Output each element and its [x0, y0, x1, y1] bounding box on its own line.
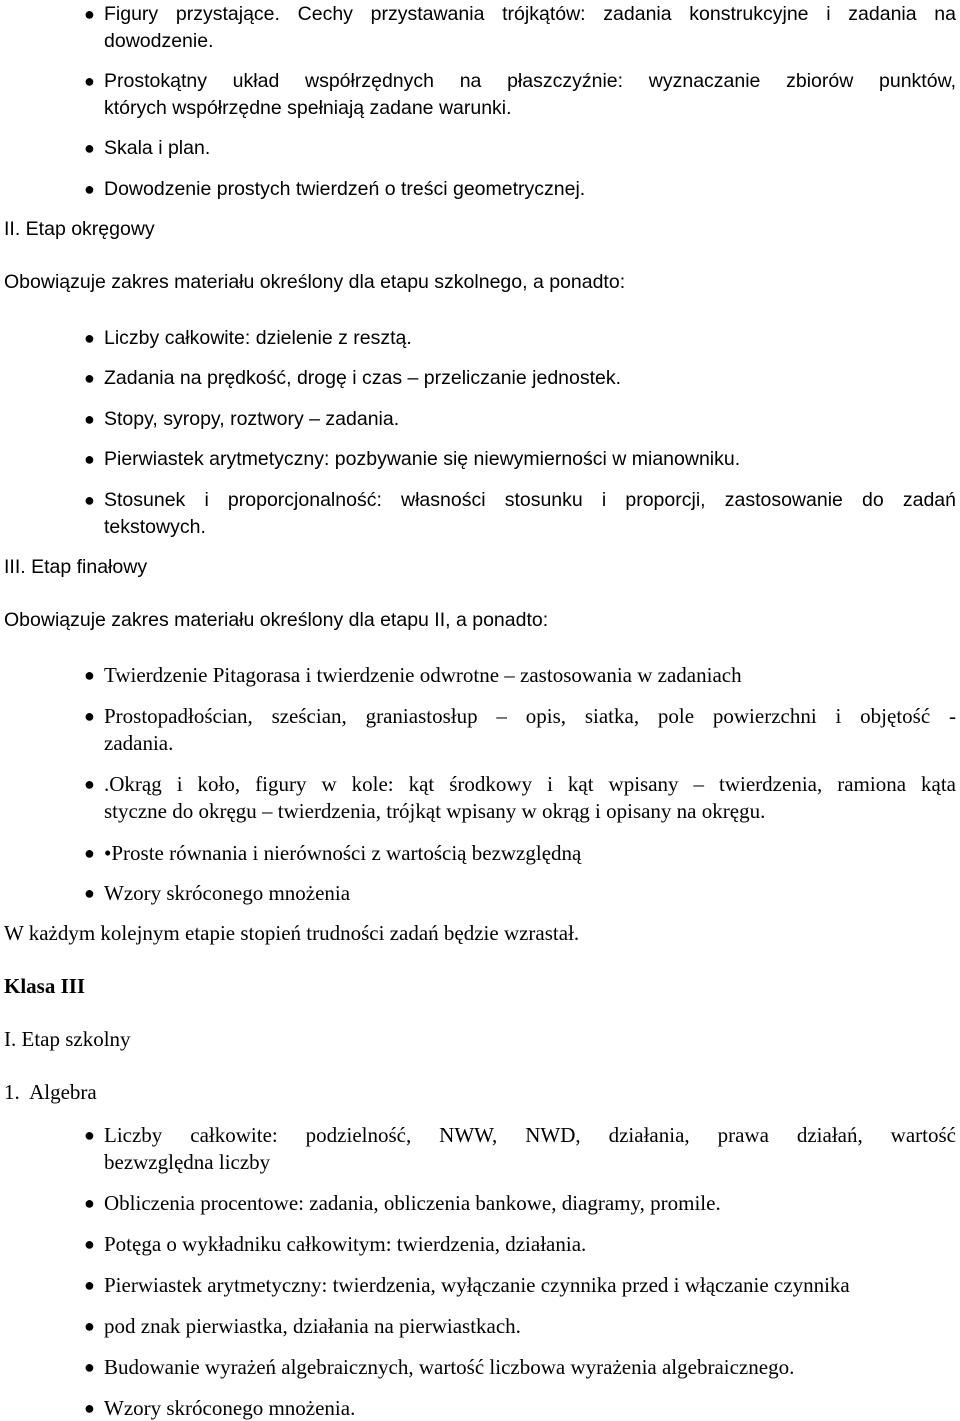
- bullet-icon: ●: [84, 843, 95, 863]
- list-item-line: bezwzględna liczby: [104, 1150, 271, 1174]
- list-item-line: Stosunek i proporcjonalność: własności stosunku i proporcji, zastosowanie do zadań: [104, 489, 956, 511]
- class-heading: Klasa III: [4, 974, 86, 998]
- bullet-icon: ●: [84, 138, 95, 158]
- list-item-line: Liczby całkowite: dzielenie z resztą.: [104, 327, 412, 349]
- bullet-icon: ●: [84, 1193, 95, 1213]
- list-item-line: Pierwiastek arytmetyczny: twierdzenia, wyłączanie czynnika przed i włączanie czynnika: [104, 1273, 850, 1297]
- list-item-line: Potęga o wykładniku całkowitym: twierdzenia, działania.: [104, 1232, 587, 1256]
- section-heading-etap-finalowy: III. Etap finałowy: [4, 556, 148, 578]
- list-item-line: Twierdzenie Pitagorasa i twierdzenie odwrotne – zastosowania w zadaniach: [104, 663, 742, 687]
- section-intro: Obowiązuje zakres materiału określony dla etapu II, a ponadto:: [4, 609, 549, 631]
- list-item-line: •Proste równania i nierówności z wartością bezwzględną: [104, 841, 582, 865]
- list-item-line: zadania.: [104, 731, 174, 755]
- section-heading-etap-okregowy: II. Etap okręgowy: [4, 218, 155, 240]
- list-item-line: Prostopadłościan, sześcian, graniastosłup – opis, siatka, pole powierzchni i objętość -: [104, 704, 956, 728]
- list-item-line: Liczby całkowite: podzielność, NWW, NWD, działania, prawa działań, wartość: [104, 1123, 956, 1147]
- bullet-icon: ●: [84, 409, 95, 429]
- bullet-icon: ●: [84, 1125, 95, 1145]
- bullet-icon: ●: [84, 4, 95, 24]
- list-item-line: Wzory skróconego mnożenia: [104, 881, 351, 905]
- list-item-line: Pierwiastek arytmetyczny: pozbywanie się niewymierności w mianowniku.: [104, 448, 741, 470]
- bullet-icon: ●: [84, 706, 95, 726]
- list-item-line: Figury przystające. Cechy przystawania trójkątów: zadania konstrukcyjne i zadania na: [104, 3, 956, 25]
- bullet-icon: ●: [84, 1357, 95, 1377]
- bullet-icon: ●: [84, 328, 95, 348]
- list-item-line: Obliczenia procentowe: zadania, obliczenia bankowe, diagramy, promile.: [104, 1191, 721, 1215]
- list-item-line: Budowanie wyrażeń algebraicznych, wartość liczbowa wyrażenia algebraicznego.: [104, 1355, 795, 1379]
- list-item-line: Dowodzenie prostych twierdzeń o treści geometrycznej.: [104, 178, 586, 200]
- list-item-line: .Okrąg i koło, figury w kole: kąt środkowy i kąt wpisany – twierdzenia, ramiona kąta: [104, 772, 956, 796]
- bullet-icon: ●: [84, 1316, 95, 1336]
- bullet-icon: ●: [84, 71, 95, 91]
- list-item-line: dowodzenie.: [104, 30, 214, 52]
- closing-note: W każdym kolejnym etapie stopień trudności zadań będzie wzrastał.: [4, 921, 580, 945]
- list-item-line: tekstowych.: [104, 516, 206, 538]
- bullet-icon: ●: [84, 883, 95, 903]
- bullet-icon: ●: [84, 1275, 95, 1295]
- bullet-icon: ●: [84, 1398, 95, 1418]
- list-item-line: Wzory skróconego mnożenia.: [104, 1396, 356, 1420]
- bullet-icon: ●: [84, 179, 95, 199]
- list-item-line: Prostokątny układ współrzędnych na płaszczyźnie: wyznaczanie zbiorów punktów,: [104, 70, 956, 92]
- list-item-line: styczne do okręgu – twierdzenia, trójkąt wpisany w okrąg i opisany na okręgu.: [104, 799, 766, 823]
- section-intro: Obowiązuje zakres materiału określony dla etapu szkolnego, a ponadto:: [4, 271, 626, 293]
- bullet-icon: ●: [84, 1234, 95, 1254]
- list-item-line: Stopy, syropy, roztwory – zadania.: [104, 408, 400, 430]
- stage-heading-etap-szkolny: I. Etap szkolny: [4, 1027, 131, 1051]
- bullet-icon: ●: [84, 774, 95, 794]
- subsection-heading-algebra: 1. Algebra: [4, 1080, 97, 1104]
- bullet-icon: ●: [84, 368, 95, 388]
- list-item-line: których współrzędne spełniają zadane warunki.: [104, 97, 512, 119]
- list-item-line: pod znak pierwiastka, działania na pierwiastkach.: [104, 1314, 521, 1338]
- bullet-icon: ●: [84, 449, 95, 469]
- bullet-icon: ●: [84, 490, 95, 510]
- list-item-line: Skala i plan.: [104, 137, 211, 159]
- bullet-icon: ●: [84, 665, 95, 685]
- list-item-line: Zadania na prędkość, drogę i czas – przeliczanie jednostek.: [104, 367, 622, 389]
